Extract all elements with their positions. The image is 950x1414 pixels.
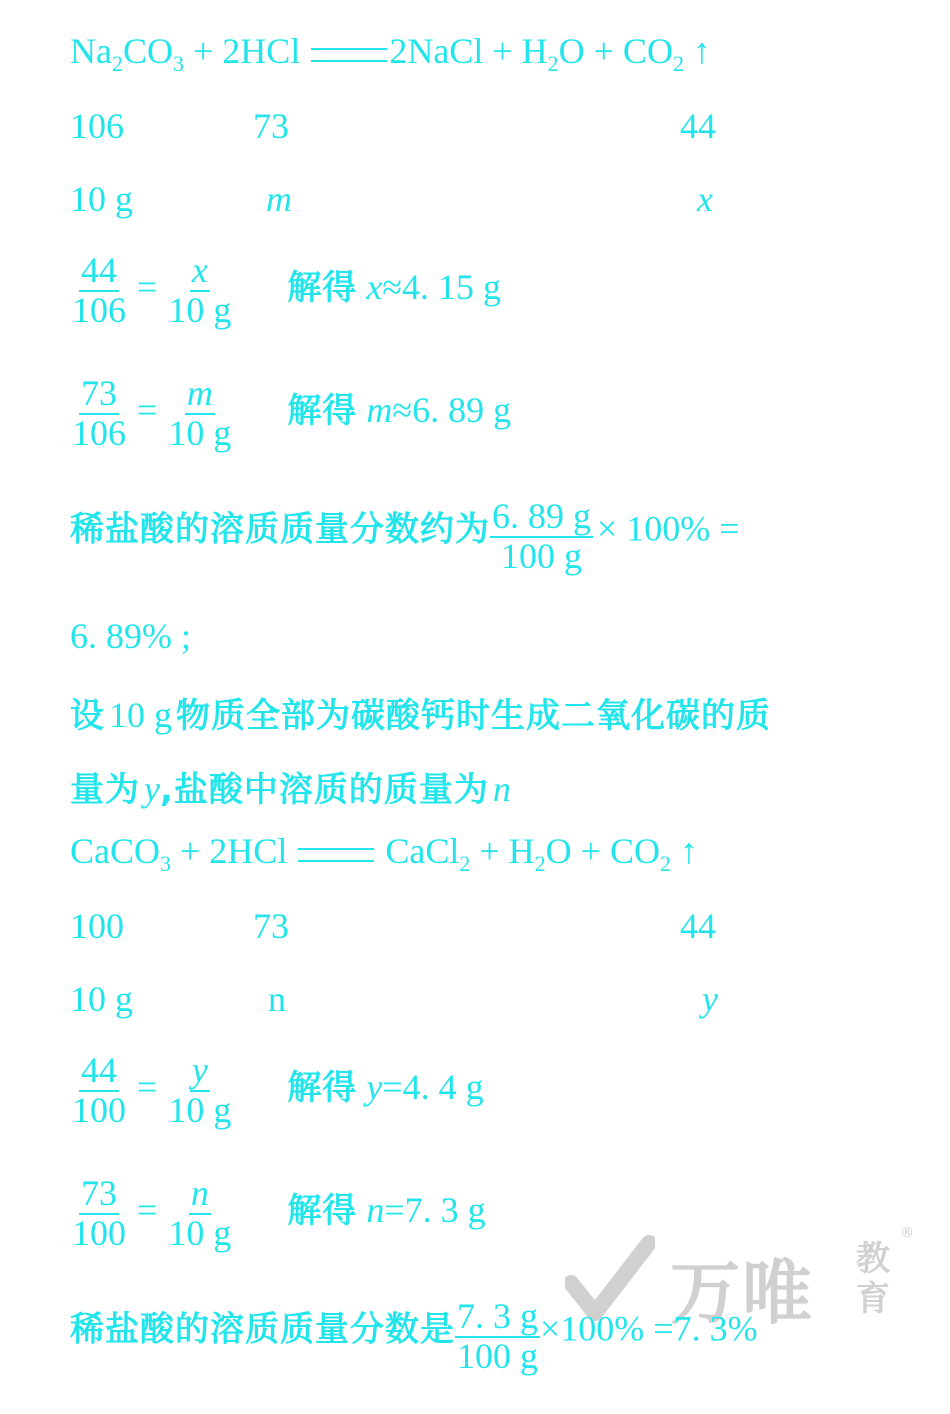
numerator: m — [186, 373, 213, 413]
equals-sign: = — [137, 267, 158, 308]
variable: y — [144, 769, 160, 809]
denominator: 106 — [72, 289, 126, 330]
fraction — [455, 1298, 540, 1376]
formula-part: Na — [70, 31, 112, 71]
fraction — [70, 252, 128, 330]
gas-arrow: ↑ — [679, 831, 698, 871]
value: 106 — [70, 106, 124, 146]
fraction — [166, 375, 233, 453]
registered-mark: ® — [900, 1225, 914, 1241]
statement-text: 物质全部为碳酸钙时生成二氧化碳的质 — [176, 696, 771, 736]
fraction — [70, 1052, 128, 1130]
reaction-equals-sign — [298, 848, 374, 862]
fraction — [166, 252, 233, 330]
formula-part: CaCl — [385, 831, 460, 871]
variable: m — [366, 390, 393, 431]
variable: n — [492, 769, 511, 809]
numerator: 44 — [81, 1050, 117, 1090]
solve-label: 解得 — [287, 1068, 358, 1109]
statement-text: 设 — [70, 696, 105, 736]
numerator: 73 — [81, 373, 117, 413]
value: 10 g — [70, 979, 133, 1019]
subscript: 2 — [672, 51, 684, 76]
subscript: 2 — [111, 51, 123, 76]
equals-sign: = — [137, 1067, 158, 1108]
numerator: y — [191, 1050, 208, 1090]
statement-text: 稀盐酸的溶质质量分数是 — [70, 1309, 455, 1350]
formula-part: + 2HCl — [193, 31, 301, 71]
watermark-text: 万唯 — [670, 1252, 814, 1334]
proportion-2 — [70, 375, 511, 453]
variable: y — [366, 1067, 383, 1108]
denominator: 10 g — [168, 289, 232, 330]
numerator: 73 — [81, 1173, 117, 1213]
solve-label: 解得 — [287, 268, 358, 309]
fraction — [490, 498, 593, 576]
formula-part: CO — [122, 31, 173, 71]
statement-text: ,盐酸中溶质的质量为 — [159, 770, 489, 810]
fraction — [166, 1175, 233, 1253]
denominator: 106 — [72, 412, 126, 453]
mass-fraction-result: 6. 89% ; — [70, 616, 191, 656]
numerator: x — [191, 250, 208, 290]
variable: m — [266, 179, 292, 219]
value: 10 g — [70, 179, 133, 219]
fraction — [166, 1052, 233, 1130]
reaction-equals-sign — [311, 48, 387, 62]
value: 44 — [680, 106, 716, 146]
value: 100 — [70, 906, 124, 946]
result: =4. 4 g — [382, 1067, 484, 1108]
fraction — [70, 1175, 128, 1253]
proportion-3 — [70, 1052, 484, 1130]
variable: n — [366, 1190, 385, 1231]
numerator: 7. 3 g — [457, 1296, 538, 1336]
formula-part: + H — [479, 831, 535, 871]
numerator: 44 — [81, 250, 117, 290]
equation-sodium-carbonate — [70, 30, 711, 76]
formula-part: O + CO — [558, 31, 673, 71]
subscript: 2 — [659, 851, 671, 876]
denominator: 10 g — [168, 1212, 232, 1253]
assumption-line-1 — [70, 688, 771, 737]
variable: n — [268, 979, 286, 1019]
percent-expression: ×100% =7. 3% — [540, 1308, 758, 1349]
result: =7. 3 g — [384, 1190, 486, 1231]
value: 73 — [253, 906, 289, 946]
equation-calcium-carbonate — [70, 830, 698, 876]
subscript: 2 — [534, 851, 546, 876]
value: 73 — [253, 106, 289, 146]
gas-arrow: ↑ — [692, 31, 711, 71]
numerator: n — [190, 1173, 209, 1213]
result: ≈4. 15 g — [382, 267, 502, 308]
denominator: 10 g — [168, 412, 232, 453]
statement-text: 稀盐酸的溶质质量分数约为 — [70, 509, 490, 550]
watermark-side — [856, 1239, 896, 1319]
variable: y — [702, 979, 718, 1019]
solve-label: 解得 — [287, 1191, 358, 1232]
equals-sign: = — [137, 1190, 158, 1231]
formula-part: 2NaCl + H — [389, 31, 548, 71]
result: ≈6. 89 g — [392, 390, 512, 431]
statement-text: 量为 — [70, 770, 140, 810]
solve-label: 解得 — [287, 391, 358, 432]
denominator: 100 g — [501, 535, 582, 576]
denominator: 100 — [72, 1089, 126, 1130]
watermark-char: 育 — [856, 1279, 890, 1319]
formula-part: + 2HCl — [180, 831, 288, 871]
formula-part: CaCO — [70, 831, 160, 871]
proportion-1 — [70, 252, 501, 330]
value: 44 — [680, 906, 716, 946]
formula-part: O + CO — [545, 831, 660, 871]
proportion-4 — [70, 1175, 486, 1253]
equals-sign: = — [137, 390, 158, 431]
subscript: 3 — [173, 51, 184, 76]
mass-fraction-line-1 — [70, 498, 740, 576]
denominator: 100 g — [457, 1335, 538, 1376]
mass-fraction-line-2 — [70, 1298, 758, 1376]
fraction — [70, 375, 128, 453]
variable: x — [366, 267, 383, 308]
subscript: 2 — [459, 851, 471, 876]
subscript: 3 — [160, 851, 171, 876]
watermark-char: 教 — [856, 1239, 890, 1279]
assumption-line-2 — [70, 762, 511, 811]
denominator: 10 g — [168, 1089, 232, 1130]
numerator: 6. 89 g — [492, 496, 591, 536]
variable: x — [697, 179, 713, 219]
percent-expression: × 100% = — [597, 508, 740, 549]
subscript: 2 — [547, 51, 559, 76]
denominator: 100 — [72, 1212, 126, 1253]
value: 10 g — [109, 695, 172, 735]
